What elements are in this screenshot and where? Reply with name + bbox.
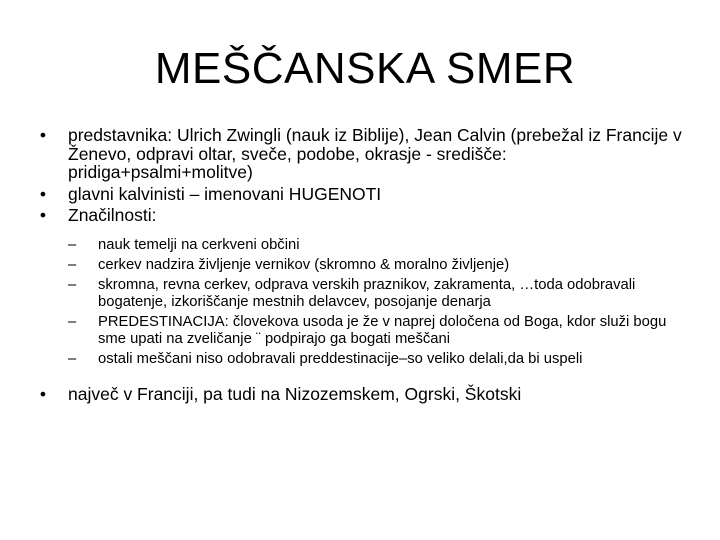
bullet-icon: •	[39, 205, 47, 225]
slide-title: MEŠČANSKA SMER	[154, 44, 576, 93]
sub-bullet-item	[66, 237, 686, 254]
dash-icon: –	[68, 313, 77, 330]
bullet-list-final	[36, 385, 686, 404]
sub-bullet-item	[66, 351, 686, 368]
sub-bullet-text: cerkev nadzira življenje vernikov (skromno & moralno življenje)	[98, 256, 510, 273]
sub-bullet-item	[66, 257, 686, 274]
bullet-icon: •	[39, 125, 47, 145]
bullet-text: predstavnika: Ulrich Zwingli (nauk iz Biblije), Jean Calvin (prebežal iz Francije v Ženevo, odpravi oltar, sveče, podobe, okrasje - središče: pridiga+psalmi+molitve)	[68, 125, 682, 182]
bullet-icon: •	[39, 383, 47, 404]
sub-bullet-item	[66, 314, 686, 348]
bullet-item	[36, 185, 686, 204]
bullet-text: glavni kalvinisti – imenovani HUGENOTI	[68, 183, 382, 204]
bullet-text: največ v Franciji, pa tudi na Nizozemskem, Ogrski, Škotski	[68, 383, 522, 404]
sub-bullet-list	[66, 237, 686, 368]
sub-bullet-item	[66, 277, 686, 311]
bullet-item	[36, 385, 686, 404]
sub-bullet-text: PREDESTINACIJA: človekova usoda je že v naprej določena od Boga, kdor služi bogu sme upati na zveličanje ¨ podpirajo ga bogati meščani	[98, 313, 667, 347]
dash-icon: –	[68, 256, 77, 273]
sub-bullet-text: skromna, revna cerkev, odprava verskih praznikov, zakramenta, …toda odobravali bogatenje, izkoriščanje mestnih delavcev, posojanje denarja	[98, 276, 636, 310]
bullet-item	[36, 206, 686, 225]
bullet-icon: •	[39, 183, 47, 204]
dash-icon: –	[68, 236, 77, 253]
slide-content	[36, 126, 686, 406]
sub-bullet-text: ostali meščani niso odobravali preddestinacije–so veliko delali,da bi uspeli	[98, 350, 583, 367]
sub-bullet-text: nauk temelji na cerkveni občini	[98, 236, 300, 253]
dash-icon: –	[68, 276, 77, 293]
bullet-text: Značilnosti:	[68, 205, 157, 225]
bullet-item	[36, 126, 686, 182]
bullet-list	[36, 126, 686, 225]
dash-icon: –	[68, 350, 77, 367]
